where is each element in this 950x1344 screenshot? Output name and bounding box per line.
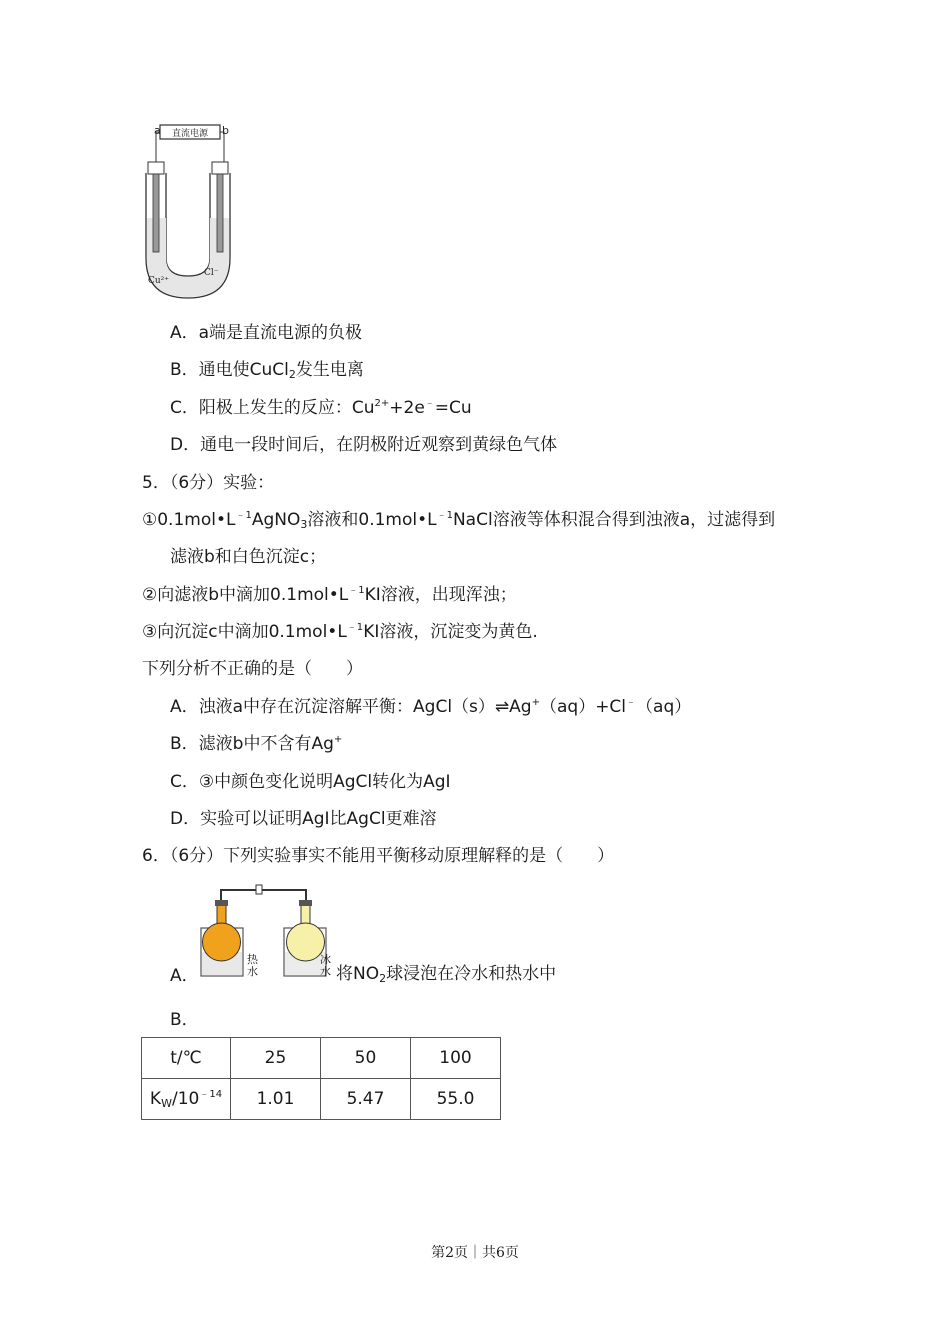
q5-option-d: D．实验可以证明AgI比AgCl更难溶 [170,809,437,829]
q4-option-d: D．通电一段时间后，在阴极附近观察到黄绿色气体 [170,435,558,455]
table-row [142,1038,501,1079]
kw-table [141,1037,501,1120]
q5-option-c: C．③中颜色变化说明AgCl转化为AgI [170,772,451,792]
electrolysis-figure [138,118,238,308]
table-cell: t/℃ [142,1038,231,1079]
power-label: 直流电源 [171,129,209,139]
hot-water-label: 热水 [247,953,258,978]
q4-option-c: C．阳极上发生的反应：$Cu^{2+}+2e^﹣=Cu$ [170,398,472,418]
q5-step-2: ②向滤液b中滴加$0.1mol•L^{﹣1}KI$溶液，出现浑浊； [142,585,517,605]
q4-option-b: B．通电使CuCl$_2$发生电离 [170,360,364,381]
q6-option-a-label: A． [170,966,199,986]
q6-option-a-text: 将$NO_2$球浸泡在冷水和热水中 [336,964,557,985]
label-a: a [154,124,161,137]
label-b: b [222,124,229,137]
q6-option-b-label: B． [170,1010,199,1030]
table-cell: 5.47 [321,1079,411,1120]
q5-step-1: $①0.1mol•L^{﹣1}AgNO_3$溶液和$0.1mol•L^{﹣1}NaCl$溶液等体积混合得到浊液a，过滤得到 [142,510,776,531]
table-cell: 100 [411,1038,501,1079]
page-footer: 第2页｜共6页 [431,1245,519,1261]
no2-figure [196,882,336,982]
table-cell: $K_W/10^{﹣14}$ [142,1079,231,1120]
cold-water-label: 冰水 [320,953,331,978]
q6-head: 6．（6分）下列实验事实不能用平衡移动原理解释的是（ ） [142,846,615,866]
table-row [142,1079,501,1120]
ion-cl: Cl⁻ [204,268,219,278]
table-cell: 50 [321,1038,411,1079]
q5-question: 下列分析不正确的是（ ） [142,659,363,679]
q5-step-3: ③向沉淀c中滴加$0.1mol•L^{﹣1}KI$溶液，沉淀变为黄色. [142,622,538,642]
q5-head: 5．（6分）实验： [142,473,275,493]
table-cell: 25 [231,1038,321,1079]
table-cell: 1.01 [231,1079,321,1120]
q5-step-1-cont: 滤液b和白色沉淀c； [170,547,327,567]
q4-option-a: A．a端是直流电源的负极 [170,323,363,343]
q5-option-b: B．滤液b中不含有Ag+ [170,734,343,754]
q5-option-a: A．浊液a中存在沉淀溶解平衡：AgCl（s）⇌Ag+（aq）+Cl﹣（aq） [170,697,692,717]
table-cell: 55.0 [411,1079,501,1120]
ion-cu: Cu²⁺ [148,276,170,286]
